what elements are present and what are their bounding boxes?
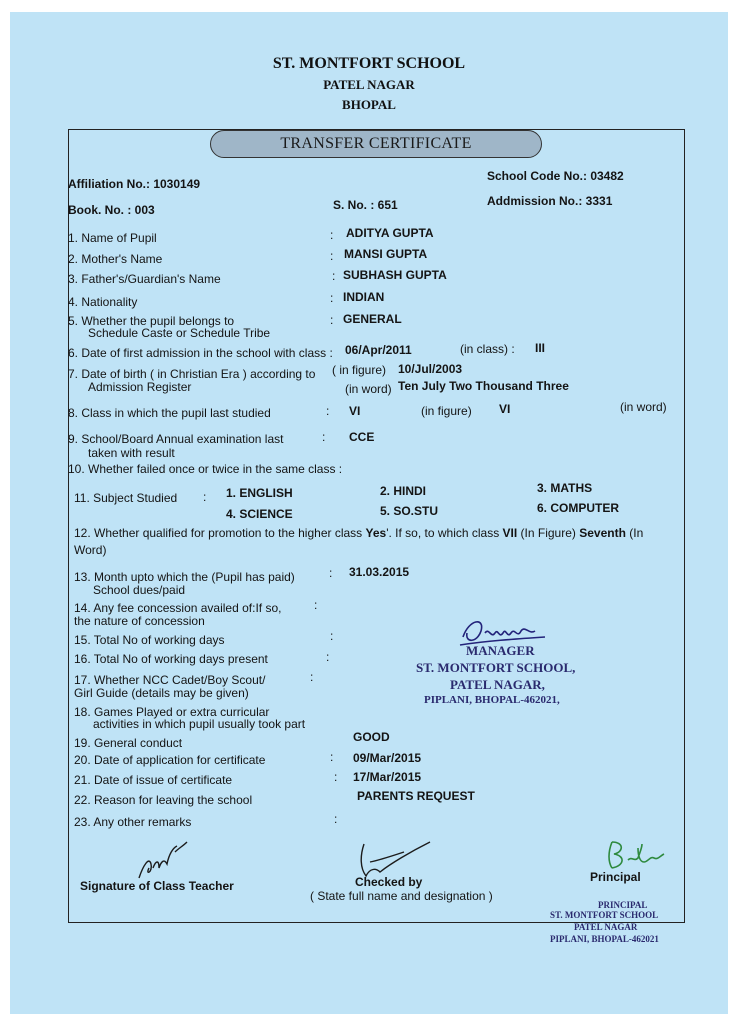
- field-13-label: 13. Month upto which the (Pupil has paid): [74, 570, 295, 584]
- field-12-word: Seventh: [579, 526, 626, 540]
- subject-4: 4. SCIENCE: [226, 507, 293, 521]
- manager-stamp-title: MANAGER: [466, 643, 535, 658]
- field-2-value: MANSI GUPTA: [344, 247, 428, 261]
- field-8-in-figure: (in figure): [421, 404, 472, 418]
- field-12-label-cont: Word): [74, 543, 107, 557]
- field-9-label: 9. School/Board Annual examination last: [68, 432, 284, 446]
- field-8-in-word: (in word): [620, 400, 667, 414]
- field-3-colon: :: [332, 269, 336, 283]
- manager-stamp-line-3: PIPLANI, BHOPAL-462021,: [424, 694, 560, 706]
- field-21-colon: :: [334, 770, 338, 784]
- field-5-value: GENERAL: [343, 312, 402, 326]
- subject-5: 5. SO.STU: [380, 504, 439, 518]
- field-20-value: 09/Mar/2015: [353, 751, 422, 765]
- certificate-title: TRANSFER CERTIFICATE: [210, 130, 542, 158]
- subject-2: 2. HINDI: [380, 484, 427, 498]
- field-6-label: 6. Date of first admission in the school with class :: [68, 346, 333, 360]
- subject-6: 6. COMPUTER: [537, 501, 620, 515]
- field-7-figure-value: 10/Jul/2003: [398, 362, 463, 376]
- field-7-word-value: Ten July Two Thousand Three: [398, 379, 569, 393]
- field-14-colon: :: [314, 598, 318, 612]
- manager-stamp-line-2: PATEL NAGAR,: [450, 677, 545, 692]
- field-20-colon: :: [330, 750, 334, 764]
- field-13-colon: :: [329, 566, 333, 580]
- principal-label: Principal: [590, 870, 641, 884]
- principal-signature: [602, 838, 668, 874]
- field-5-colon: :: [330, 313, 334, 327]
- checked-by-label: Checked by: [355, 875, 423, 889]
- class-teacher-signature-label: Signature of Class Teacher: [80, 879, 234, 893]
- field-15-colon: :: [330, 629, 334, 643]
- field-15-label: 15. Total No of working days: [74, 633, 225, 647]
- field-17-label-cont: Girl Guide (details may be given): [74, 686, 249, 700]
- school-name: ST. MONTFORT SCHOOL: [272, 55, 466, 72]
- class-teacher-signature: [135, 838, 195, 884]
- field-7-in-figure: ( in figure): [332, 363, 387, 377]
- field-12-yes: Yes: [365, 526, 387, 540]
- field-11-label: 11. Subject Studied: [74, 491, 178, 505]
- field-4-colon: :: [330, 291, 334, 305]
- principal-stamp-title: PRINCIPAL: [598, 900, 648, 910]
- field-6-value: 06/Apr/2011: [345, 343, 412, 357]
- serial-no: S. No. : 651: [333, 198, 398, 212]
- field-13-label-cont: School dues/paid: [93, 583, 186, 597]
- field-12-text-a: 12. Whether qualified for promotion to the higher class: [74, 526, 366, 540]
- field-12-text-d: (In: [625, 526, 644, 540]
- principal-stamp-line-3: PIPLANI, BHOPAL-462021: [550, 934, 659, 944]
- field-5-label: 5. Whether the pupil belongs to: [68, 314, 235, 328]
- checked-by-note: ( State full name and designation ): [310, 889, 493, 903]
- book-no: Book. No. : 003: [68, 203, 155, 217]
- school-city: BHOPAL: [342, 97, 396, 112]
- field-18-label: 18. Games Played or extra curricular: [74, 705, 270, 719]
- field-2-label: 2. Mother's Name: [68, 252, 163, 266]
- field-13-value: 31.03.2015: [349, 565, 410, 579]
- field-23-label: 23. Any other remarks: [74, 815, 192, 829]
- field-21-label: 21. Date of issue of certificate: [74, 773, 233, 787]
- field-20-label: 20. Date of application for certificate: [74, 753, 266, 767]
- principal-stamp-line-1: ST. MONTFORT SCHOOL: [550, 910, 659, 920]
- principal-stamp-line-2: PATEL NAGAR: [574, 922, 638, 932]
- field-14-label: 14. Any fee concession availed of:If so,: [74, 601, 282, 615]
- field-5-label-cont: Schedule Caste or Schedule Tribe: [88, 326, 271, 340]
- field-12-label: [74, 526, 643, 540]
- field-12-text-b: '. If so, to which class: [386, 526, 503, 540]
- field-9-value: CCE: [349, 430, 375, 444]
- field-8-label: 8. Class in which the pupil last studied: [68, 406, 271, 420]
- field-23-colon: :: [334, 812, 338, 826]
- field-19-label: 19. General conduct: [74, 736, 183, 750]
- field-4-label: 4. Nationality: [68, 295, 138, 309]
- field-1-label: 1. Name of Pupil: [68, 231, 157, 245]
- field-8-value: VI: [349, 404, 361, 418]
- field-17-colon: :: [310, 670, 314, 684]
- field-21-value: 17/Mar/2015: [353, 770, 422, 784]
- field-18-label-cont: activities in which pupil usually took part: [93, 717, 306, 731]
- field-8-value-2: VI: [499, 402, 511, 416]
- field-22-value: PARENTS REQUEST: [357, 789, 475, 803]
- school-locality: PATEL NAGAR: [323, 77, 415, 92]
- field-9-colon: :: [322, 430, 326, 444]
- field-17-label: 17. Whether NCC Cadet/Boy Scout/: [74, 673, 266, 687]
- field-4-value: INDIAN: [343, 290, 385, 304]
- field-12-class: VII: [502, 526, 518, 540]
- field-1-value: ADITYA GUPTA: [346, 226, 434, 240]
- affiliation-no: Affiliation No.: 1030149: [68, 177, 201, 191]
- field-2-colon: :: [330, 249, 334, 263]
- field-16-colon: :: [326, 650, 330, 664]
- field-3-value: SUBHASH GUPTA: [343, 268, 447, 282]
- field-7-label-cont: Admission Register: [88, 380, 192, 394]
- subject-3: 3. MATHS: [537, 481, 593, 495]
- field-11-colon: :: [203, 490, 207, 504]
- field-22-label: 22. Reason for leaving the school: [74, 793, 253, 807]
- subject-1: 1. ENGLISH: [226, 486, 293, 500]
- school-code-no: School Code No.: 03482: [487, 169, 624, 183]
- field-9-label-cont: taken with result: [88, 446, 175, 460]
- field-14-label-cont: the nature of concession: [74, 614, 205, 628]
- field-12-text-c: (In Figure): [517, 526, 580, 540]
- field-19-value: GOOD: [353, 730, 390, 744]
- field-3-label: 3. Father's/Guardian's Name: [68, 272, 221, 286]
- field-8-colon: :: [326, 404, 330, 418]
- field-6-class: III: [535, 341, 546, 355]
- field-10-label: 10. Whether failed once or twice in the same class :: [68, 462, 343, 476]
- field-7-label: 7. Date of birth ( in Christian Era ) according to: [68, 367, 316, 381]
- admission-no: Addmission No.: 3331: [487, 194, 613, 208]
- field-16-label: 16. Total No of working days present: [74, 652, 268, 666]
- field-6-in-class: (in class) :: [460, 342, 515, 356]
- manager-stamp-line-1: ST. MONTFORT SCHOOL,: [416, 660, 576, 675]
- field-7-in-word: (in word): [345, 382, 392, 396]
- field-1-colon: :: [330, 228, 334, 242]
